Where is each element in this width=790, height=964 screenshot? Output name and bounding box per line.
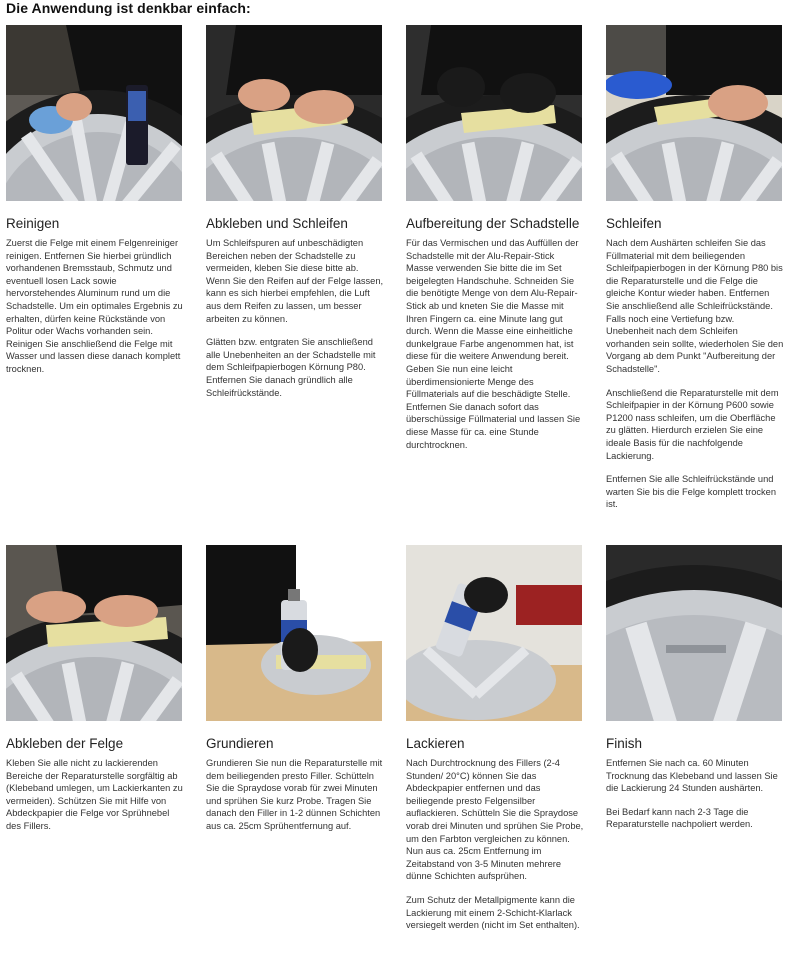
- step-paragraph: Anschließend die Reparaturstelle mit dem Schleifpapier in der Körnung P600 sowie P1200 nass schleifen, um die Oberfläche zu glätten. Hierdurch erzielen Sie eine ideale Basis für die nachfolgende Lackierung.: [606, 387, 779, 461]
- wheel-cleaning-photo: [6, 25, 182, 201]
- step-paragraph: Zum Schutz der Metallpigmente kann die Lackierung mit einem 2-Schicht-Klarlack versiegelt werden (nicht im Set enthalten).: [406, 894, 580, 931]
- step-aufbereitung: [406, 25, 584, 462]
- masking-wheel-photo-illustration: [6, 545, 182, 721]
- step-description: [606, 757, 784, 831]
- step-paragraph: Für das Vermischen und das Auffüllen der Schadstelle mit der Alu-Repair-Stick Masse verwenden Sie bitte die im Set beigelegten Handschuhe. Schneiden Sie die benötigte Menge von dem Alu-Repair-Stick ab und kneten Sie die Masse mit Ihren Fingern ca. eine Minute lang gut durch. Wenn die Masse eine einheitliche dunkelgraue Farbe angenommen hat, ist diese für die weitere Anwendung bereit. Geben Sie nun eine leicht überdimensionierte Menge des Füllmaterials auf die beschädigte Stelle. Entfernen Sie danach sofort das überschüssige Füllmaterial und lassen Sie diese Masse für ca. eine Stunde durchtrocknen.: [406, 238, 581, 450]
- wheel-cleaning-photo-illustration: [6, 25, 182, 201]
- step-title: Aufbereitung der Schadstelle: [406, 216, 580, 231]
- step-paragraph: Entfernen Sie nach ca. 60 Minuten Trocknung das Klebeband und lassen Sie die Lackierung 24 Stunden aushärten.: [606, 758, 778, 794]
- primer-spray-photo: [206, 545, 382, 721]
- step-lackieren: [406, 545, 584, 943]
- finished-wheel-photo-illustration: [606, 545, 782, 721]
- filler-application-photo-illustration: [406, 25, 582, 201]
- step-title: Abkleben der Felge: [6, 736, 124, 751]
- step-description: [206, 237, 384, 399]
- step-paragraph: Nach Durchtrocknung des Fillers (2-4 Stunden/ 20°C) können Sie das Abdeckpapier entfernen und das beiliegende presto Felgensilber auflackieren. Schütteln Sie die Spraydose vorab drei Minuten und sprühen Sie Probe, um den Farbton vergleichen zu können. Nun aus ca. 25cm Entfernung im Zeitabstand von 3-5 Minuten mehrere dünne Schichten aufsprühen.: [406, 758, 584, 882]
- step-title: Abkleben und Schleifen: [206, 216, 348, 231]
- step-title: Reinigen: [6, 216, 60, 231]
- step-description: [606, 237, 784, 511]
- step-title: Finish: [606, 736, 643, 751]
- step-paragraph: Entfernen Sie alle Schleifrückstände und warten Sie bis die Felge komplett trocken ist.: [606, 474, 777, 510]
- step-paragraph: Zuerst die Felge mit einem Felgenreiniger reinigen. Entfernen Sie hierbei gründlich vorhandenen Bremsstaub, Schmutz und eventuell losen Lack sowie hervorstehendes Aluminum rund um die Schadstelle. Um ein optimales Ergebnis zu erhalten, dürfen keine Rückstände von Politur oder Wachs vorhanden sein. Reinigen Sie anschließend die Felge mit Wasser und lassen diese danach komplett trocknen.: [6, 238, 183, 374]
- step-description: [206, 757, 384, 833]
- step-paragraph: Kleben Sie alle nicht zu lackierenden Bereiche der Reparaturstelle sorgfältig ab (Klebeband umlegen, um Lackierkanten zu vermeiden). Schützen Sie mit Hilfe von Abdeckpapier die Felge vor Sprühnebel des Fillers.: [6, 758, 183, 831]
- masking-wheel-photo: [6, 545, 182, 721]
- paint-spray-photo-illustration: [406, 545, 582, 721]
- step-title: Grundieren: [206, 736, 274, 751]
- step-description: [6, 237, 184, 376]
- sanding-photo-illustration: [606, 25, 782, 201]
- step-abkleben-schleifen: [206, 25, 384, 410]
- step-reinigen: [6, 25, 184, 387]
- step-finish: [606, 545, 784, 842]
- finished-wheel-photo: [606, 545, 782, 721]
- step-paragraph: Nach dem Aushärten schleifen Sie das Füllmaterial mit dem beiliegenden Schleifpapierbogen in der Körnung P80 bis die Reparaturstelle und die Felge die gleiche Kontur wieder haben. Entfernen Sie anschließend alle Schleifrückstände. Falls noch eine Vertiefung bzw. Unebenheit nach dem Schleifen vorhanden sein sollte, wiederholen Sie den Vorgang ab dem Punkt "Aufbereitung der Schadstelle".: [606, 238, 784, 374]
- step-paragraph: Bei Bedarf kann nach 2-3 Tage die Reparaturstelle nachpoliert werden.: [606, 806, 753, 830]
- step-abkleben-felge: [6, 545, 184, 844]
- step-title: Lackieren: [406, 736, 465, 751]
- masking-sanding-photo: [206, 25, 382, 201]
- filler-application-photo: [406, 25, 582, 201]
- step-description: [406, 237, 584, 451]
- step-description: [6, 757, 184, 833]
- step-title: Schleifen: [606, 216, 662, 231]
- step-grundieren: [206, 545, 384, 844]
- primer-spray-photo-illustration: [206, 545, 382, 721]
- page-heading: Die Anwendung ist denkbar einfach:: [6, 0, 251, 16]
- step-schleifen: [606, 25, 784, 522]
- step-paragraph: Grundieren Sie nun die Reparaturstelle mit dem beiliegenden presto Filler. Schütteln Sie die Spraydose vorab für zwei Minuten und sprühen Sie kurz Probe. Tragen Sie danach den Filler in 1-2 dünnen Schichten aus ca. 25cm Sprühentfernung auf.: [206, 758, 383, 831]
- sanding-photo: [606, 25, 782, 201]
- paint-spray-photo: [406, 545, 582, 721]
- step-paragraph: Um Schleifspuren auf unbeschädigten Bereichen neben der Schadstelle zu vermeiden, kleben Sie diese bitte ab. Wenn Sie den Reifen auf der Felge lassen, kann es sich hierbei empfehlen, die Luft aus dem Reifen zu lassen, um besser arbeiten zu können.: [206, 238, 384, 324]
- step-paragraph: Glätten bzw. entgraten Sie anschließend alle Unebenheiten an der Schadstelle mit dem Schleifpapierbogen Körnung P80. Entfernen Sie danach gründlich alle Schleifrückstände.: [206, 337, 376, 398]
- masking-sanding-photo-illustration: [206, 25, 382, 201]
- step-description: [406, 757, 584, 932]
